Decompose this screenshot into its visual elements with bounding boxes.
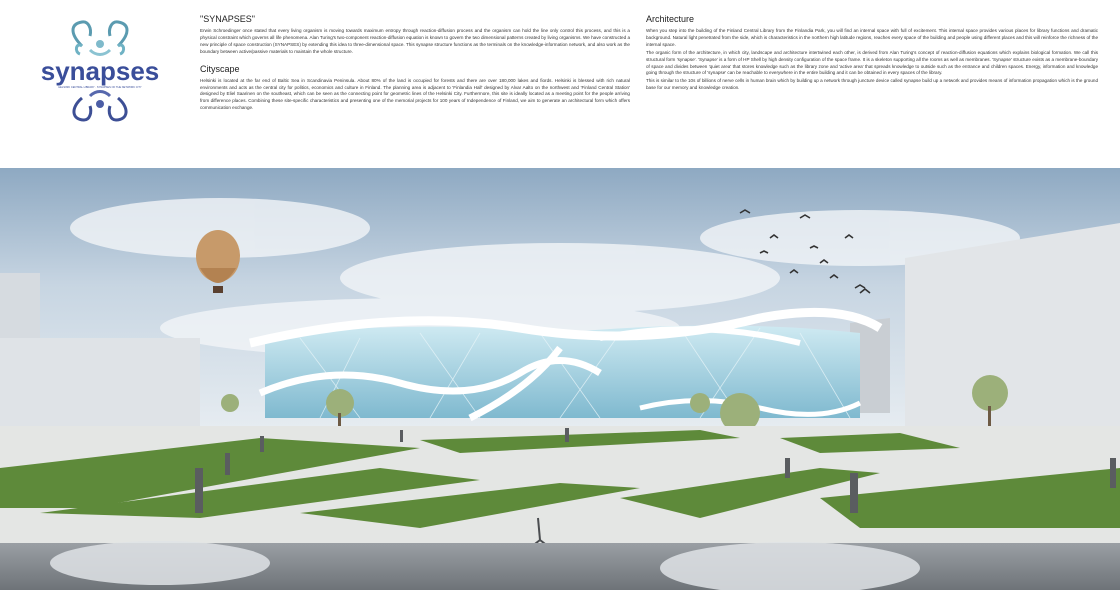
cityscape-heading: Cityscape <box>200 63 240 74</box>
architectural-rendering <box>0 168 1120 590</box>
synapses-logo <box>30 16 170 126</box>
logo-wordmark: synapses <box>40 56 160 86</box>
logo-graphic <box>30 16 170 126</box>
top-ornament-icon <box>73 22 127 55</box>
architecture-paragraph-1: When you step into the building of the Finland Central Library from the Finlandia Park, you will find an internal space with full of excitement. This internal space provides various places for library functions and dramatic background. Natural light penetrated from the side, which is characteristics in the northern high latitude regions, reaches every space of the building and people using different places and this will reinforce the richness of the internal space. <box>646 28 1098 47</box>
text-column-right <box>646 14 1098 93</box>
architecture-paragraph-2: The organic form of the architecture, in which city, landscape and architecture intertwined each other, is derived from Alan Turing's concept of reaction-diffusion equations which explains biological formation. We call this structural form 'synapse'. 'Synapse' is a form of HP Shell by high density configuration of the space frame. It is a skeleton supporting all the rooms as well as membranes. 'Synapse' structure exists as a membrane-boundary of space and divides between 'quiet area' that stores knowledge such as the library zone and 'active area' that spreads knowledge to outside such as the entrance and children spaces. Energy, information and knowledge going through the structure of 'synapse' can be reachable to everywhere in the entire building and it can be obtained in every spaces of the library. <box>646 49 1098 76</box>
text-column-left <box>200 14 630 113</box>
logo-tagline: HELSINKI CENTRAL LIBRARY · SYNAPSES OF THE NETWORK CITY <box>58 86 142 89</box>
synapses-heading: "SYNAPSES" <box>200 14 255 24</box>
architecture-heading: Architecture <box>646 14 695 24</box>
bottom-ornament-icon <box>74 92 126 121</box>
architecture-paragraph-3: This is similar to the 10s of billions of nerve cells in human brain which by building up a network through juncture device called synapse build up a network and provides means of information propagation which is the ground base for our memory and knowledge creation. <box>646 78 1098 91</box>
synapses-body: Erwin Schroedinger once stated that every living organism is moving towards maximum entropy through reaction-diffusion process and the organism can hold the line only control this process, and this is a physical constraint which governs all life phenomena. Alan Turing's two-component reaction-diffusion equation is known to govern the two dimensional patterns created by living organisms. We have constructed a new principle of space construction (SYNAPSES) by extending this idea to three-dimensional space. This synapse structure functions as the terminals on the knowledge-information network, and also work as the boundary between active/passive materials to maintain the whole structure. <box>200 28 630 54</box>
cityscape-body: Helsinki is located at the far end of Baltic Sea in Scandinavia Peninsula. About 80% of the land is occupied for forests and there are over 180,000 lakes and fiords. Helsinki is blessed with rich natural environments and acts as the central city for politics, economics and culture in Finland. The planning area is adjacent to 'Finlandia Hall' designed by Alvar Aalto on the northwest and 'Finland Central Station' designed by Eliel Saarinen on the southeast, which can be seen as the connecting point for geometric lines of the Helsinki City. Furthermore, this site is ideally located as a meeting point for the people arriving from difference places. Combining these site-specific characteristics and presenting one of the memorial projects for 100 years of Independence of Finland, we aim to generate an architectural form which offers communication exchange. <box>200 77 630 111</box>
